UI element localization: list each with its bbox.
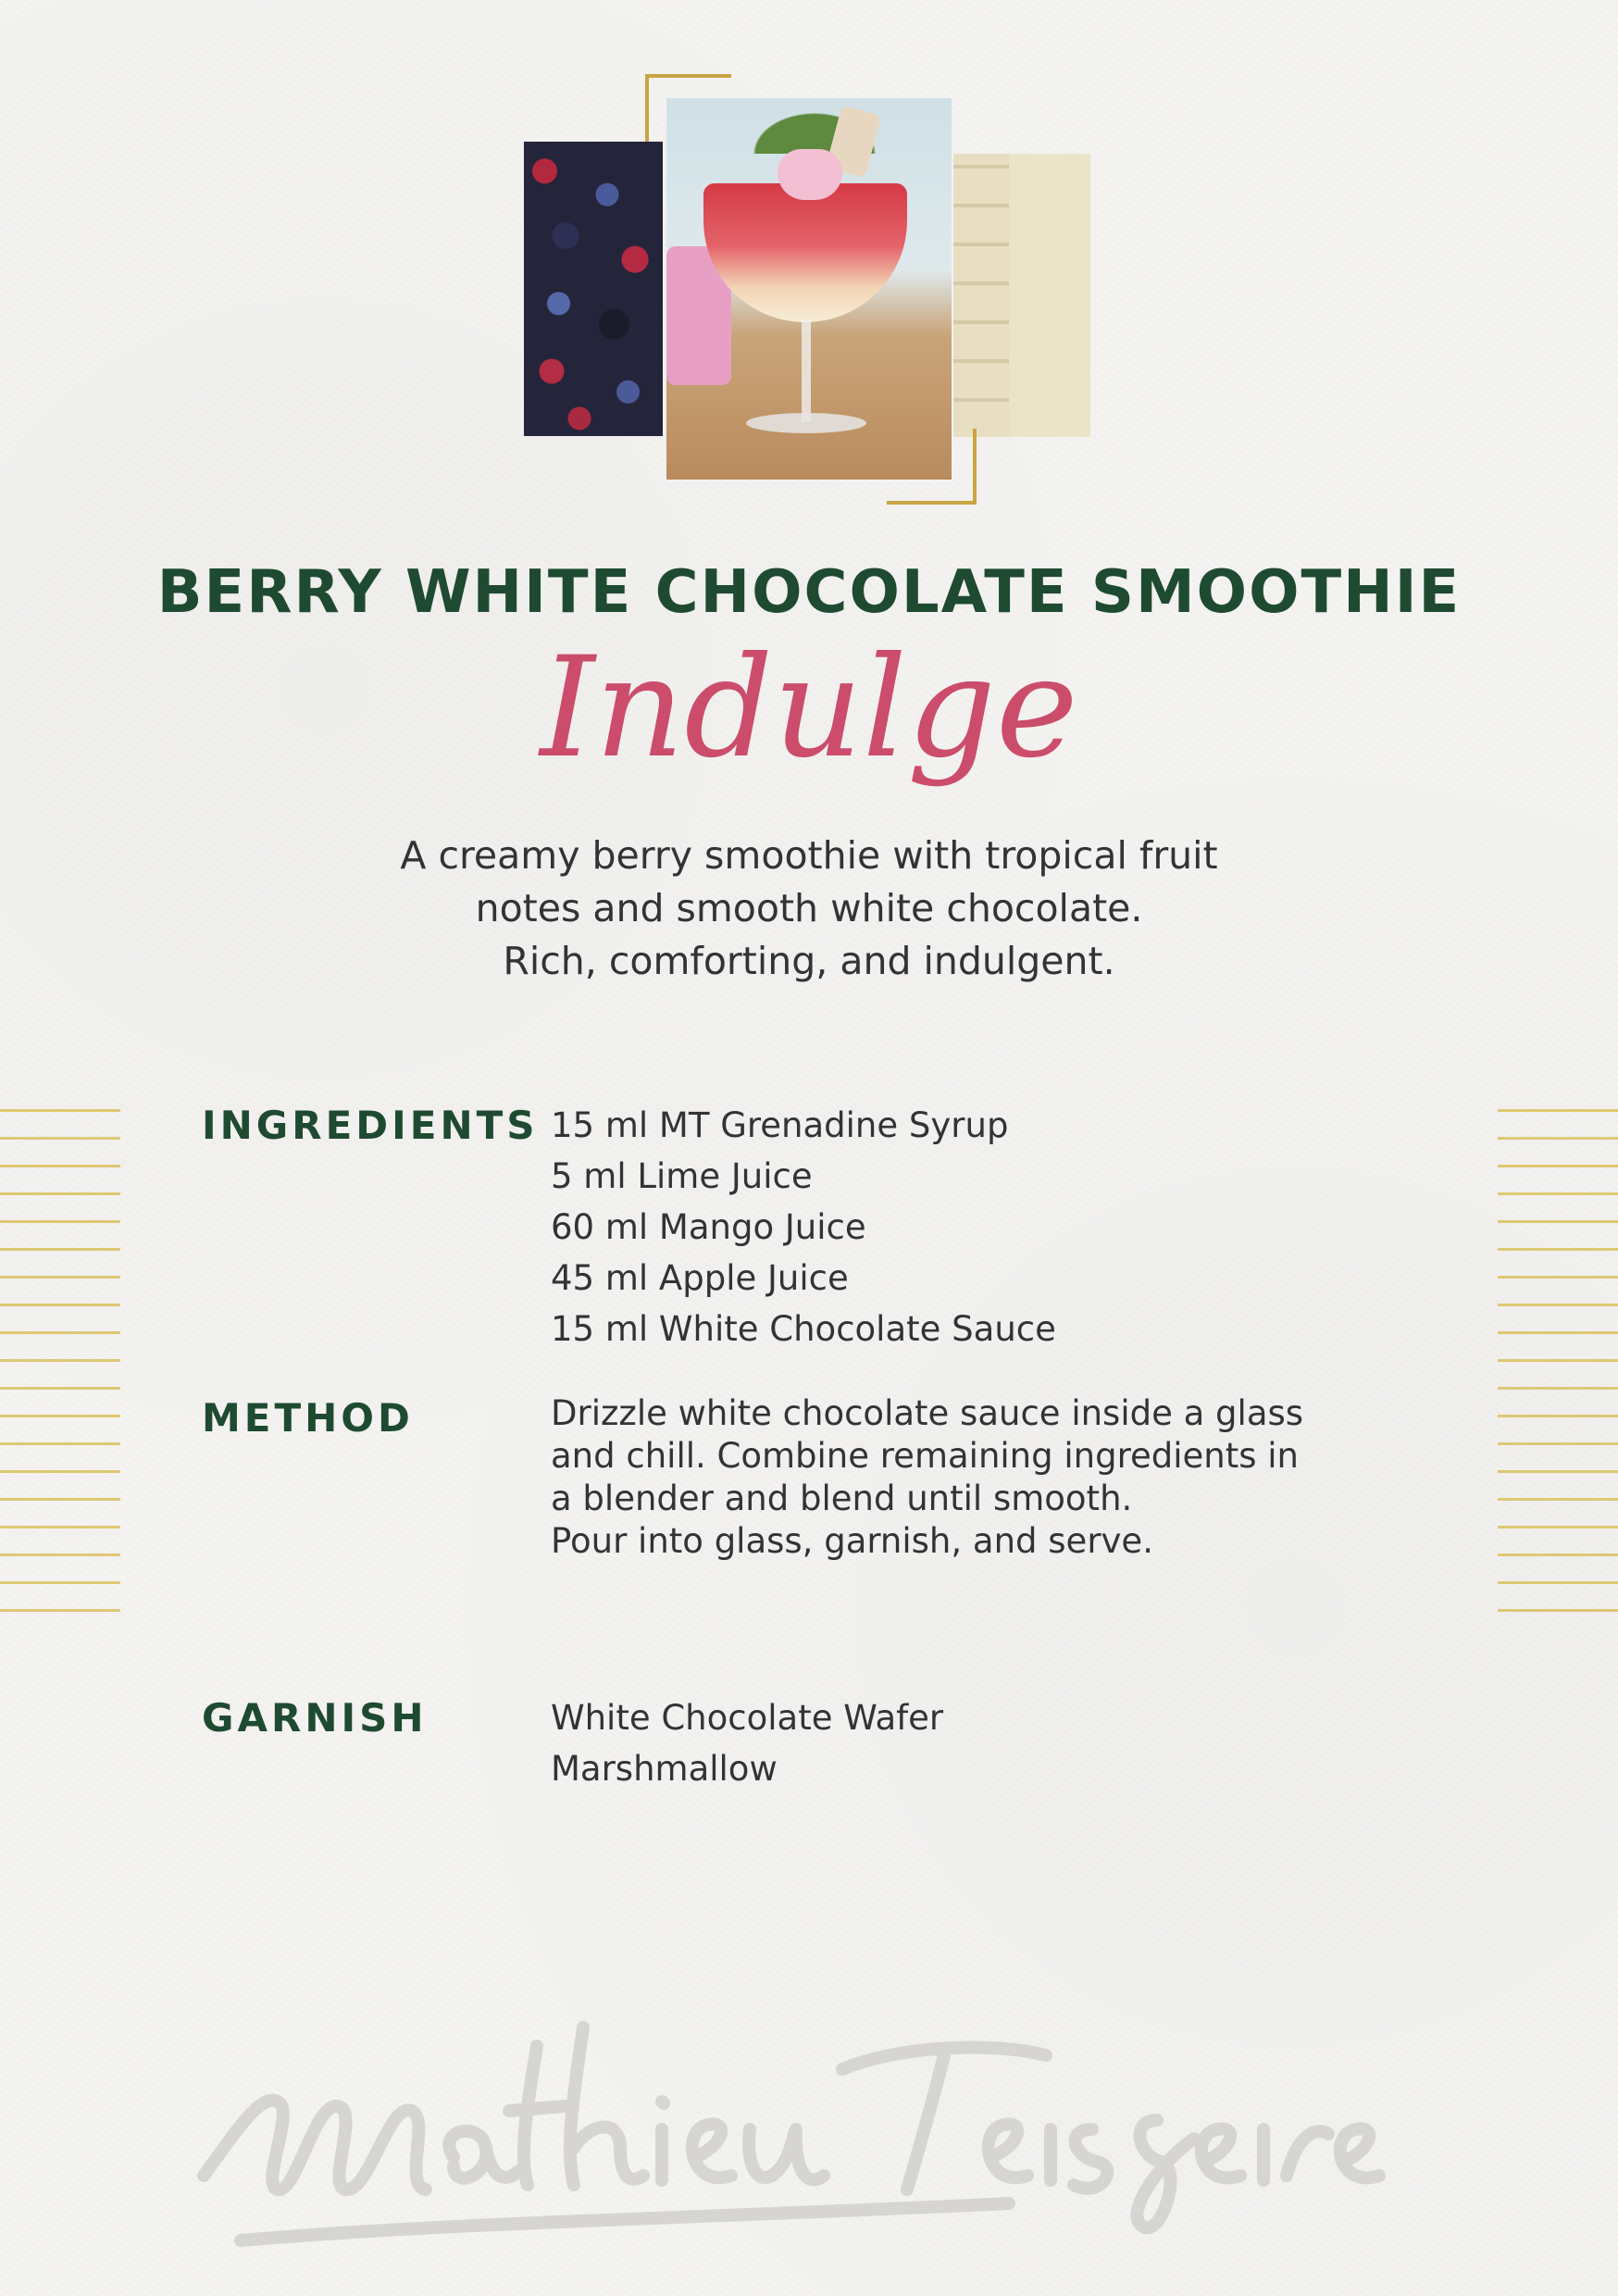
description-line: Rich, comforting, and indulgent. — [503, 939, 1115, 983]
decorative-stripe — [0, 1276, 120, 1279]
decorative-stripe — [0, 1359, 120, 1362]
decorative-stripe — [1498, 1137, 1618, 1140]
decorative-stripe — [0, 1442, 120, 1445]
decorative-stripe — [1498, 1415, 1618, 1417]
decorative-stripes-right — [1498, 1109, 1618, 1616]
ingredient-item: 15 ml MT Grenadine Syrup — [551, 1105, 1009, 1145]
decorative-stripes-left — [0, 1109, 120, 1616]
method-section — [202, 1392, 1442, 1578]
decorative-stripe — [1498, 1554, 1618, 1556]
glass-foot — [746, 413, 866, 433]
ingredient-item: 45 ml Apple Juice — [551, 1258, 849, 1298]
garnish-section — [202, 1692, 1442, 1803]
decorative-stripe — [0, 1331, 120, 1334]
white-chocolate-photo — [953, 154, 1090, 437]
decorative-stripe — [1498, 1470, 1618, 1473]
decorative-stripe — [1498, 1331, 1618, 1334]
decorative-stripe — [0, 1526, 120, 1529]
description-line: notes and smooth white chocolate. — [475, 886, 1143, 930]
description-line: A creamy berry smoothie with tropical fruit — [400, 833, 1218, 878]
decorative-stripe — [0, 1554, 120, 1556]
decorative-stripe — [0, 1109, 120, 1112]
method-line: Pour into glass, garnish, and serve. — [551, 1521, 1153, 1561]
ingredients-list — [551, 1100, 1384, 1354]
decorative-stripe — [0, 1248, 120, 1251]
recipe-title: BERRY WHITE CHOCOLATE SMOOTHIE — [156, 558, 1462, 627]
method-line: Drizzle white chocolate sauce inside a glass — [551, 1393, 1304, 1433]
decorative-stripe — [0, 1415, 120, 1417]
decorative-stripe — [1498, 1304, 1618, 1306]
brand-signature-logo — [176, 1990, 1453, 2259]
decorative-stripe — [1498, 1276, 1618, 1279]
ingredients-heading: INGREDIENTS — [202, 1103, 539, 1148]
ingredient-item: 5 ml Lime Juice — [551, 1156, 813, 1196]
method-text — [551, 1392, 1384, 1563]
gold-frame-right — [973, 429, 977, 505]
decorative-stripe — [0, 1387, 120, 1390]
ingredients-section — [202, 1100, 1442, 1359]
decorative-stripe — [1498, 1248, 1618, 1251]
decorative-stripe — [0, 1470, 120, 1473]
recipe-description — [346, 830, 1272, 988]
garnish-heading: GARNISH — [202, 1695, 428, 1741]
glass-stem — [802, 320, 811, 422]
method-line: a blender and blend until smooth. — [551, 1479, 1133, 1518]
decorative-stripe — [1498, 1442, 1618, 1445]
decorative-stripe — [0, 1609, 120, 1612]
marshmallow-garnish — [778, 149, 842, 200]
decorative-stripe — [0, 1581, 120, 1584]
berries-photo — [524, 142, 663, 436]
decorative-stripe — [0, 1220, 120, 1223]
decorative-stripe — [1498, 1498, 1618, 1501]
decorative-stripe — [1498, 1581, 1618, 1584]
decorative-stripe — [0, 1304, 120, 1306]
garnish-item: White Chocolate Wafer — [551, 1698, 944, 1738]
garnish-list — [551, 1692, 1384, 1794]
gold-frame-bottom — [887, 501, 977, 505]
garnish-item: Marshmallow — [551, 1749, 778, 1789]
decorative-stripe — [1498, 1526, 1618, 1529]
decorative-stripe — [1498, 1192, 1618, 1195]
decorative-stripe — [1498, 1220, 1618, 1223]
decorative-stripe — [1498, 1609, 1618, 1612]
ingredient-item: 15 ml White Chocolate Sauce — [551, 1309, 1056, 1349]
method-line: and chill. Combine remaining ingredients in — [551, 1436, 1300, 1476]
decorative-stripe — [0, 1165, 120, 1167]
decorative-stripe — [0, 1192, 120, 1195]
decorative-stripe — [1498, 1387, 1618, 1390]
recipe-tagline: Indulge — [540, 628, 1078, 789]
method-heading: METHOD — [202, 1395, 414, 1441]
decorative-stripe — [1498, 1359, 1618, 1362]
smoothie-glass — [703, 183, 907, 322]
decorative-stripe — [0, 1137, 120, 1140]
photo-collage — [518, 72, 1120, 517]
smoothie-photo — [666, 98, 952, 480]
decorative-stripe — [1498, 1165, 1618, 1167]
decorative-stripe — [1498, 1109, 1618, 1112]
ingredient-item: 60 ml Mango Juice — [551, 1207, 866, 1247]
gold-frame-top — [645, 74, 731, 78]
decorative-stripe — [0, 1498, 120, 1501]
